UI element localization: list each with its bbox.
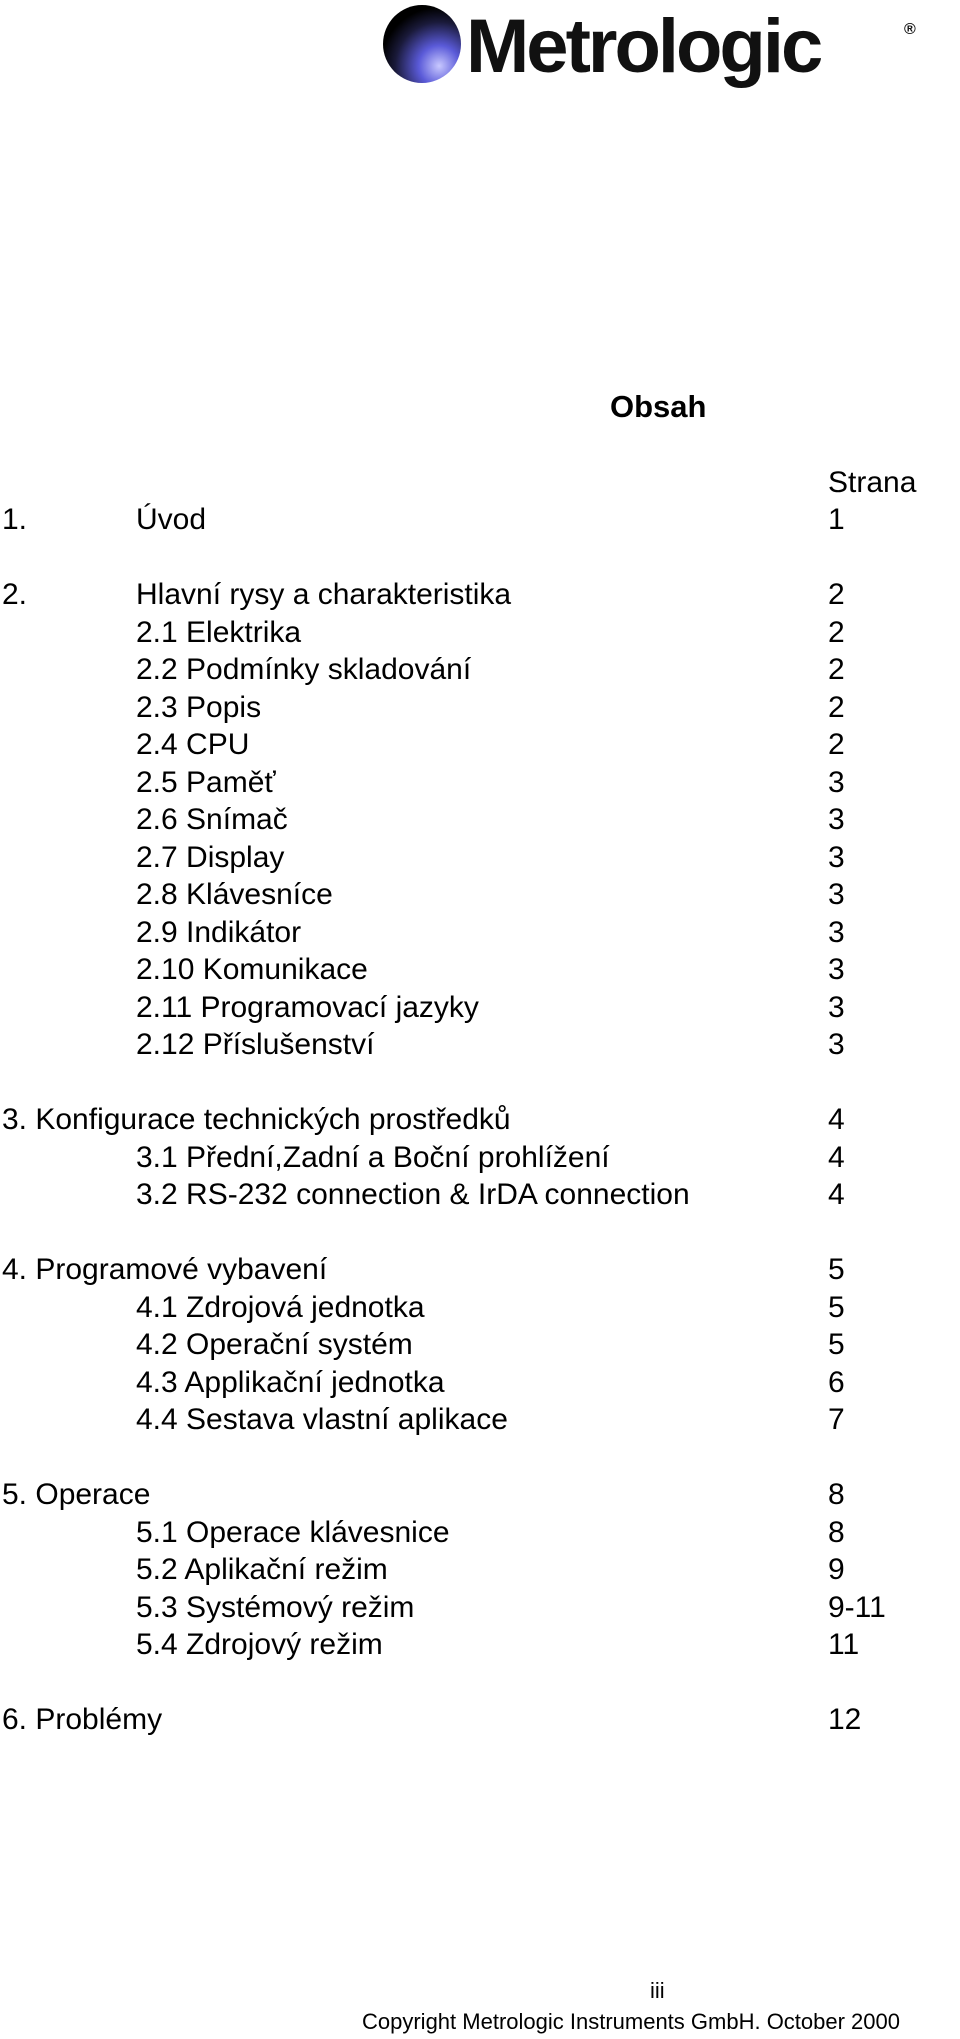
toc-entry-page: 3 [828,840,845,874]
toc-entry-label: 2.12 Příslušenství [136,1028,375,1061]
logo-wordmark: Metrologic [466,4,821,89]
toc-entry-page: 2 [828,653,845,686]
logo-registered-mark: ® [904,21,916,38]
toc-row [0,1589,960,1627]
toc-entry-page: 9 [828,1553,845,1586]
toc-entry-page: 7 [828,1403,845,1436]
toc-entry-label: 5.3 Systémový režim [136,1590,415,1624]
page-column-label: Strana [828,466,917,499]
toc-row [0,951,960,989]
toc-entry-page: 2 [828,578,845,611]
toc-row [0,989,960,1027]
table-of-contents [0,501,960,1739]
toc-entry-label: 3.1 Přední,Zadní a Boční prohlížení [136,1140,610,1174]
toc-entry-label: 5. Operace [2,1478,151,1511]
toc-entry-page: 2 [828,728,845,761]
toc-entry-page: 11 [828,1628,860,1661]
toc-entry-label: 2.7 Display [136,840,285,874]
toc-entry-page: 3 [828,803,845,836]
metrologic-logo [378,0,918,96]
toc-entry-page: 3 [828,953,845,986]
toc-entry-label: 2.1 Elektrika [136,615,302,649]
toc-row [0,1101,960,1139]
toc-row [0,501,960,539]
toc-row [0,914,960,952]
toc-row [0,651,960,689]
toc-entry-label: 2.4 CPU [136,728,250,761]
toc-entry-page: 12 [828,1703,862,1736]
toc-entry-page: 3 [828,1028,845,1061]
toc-entry-label: Hlavní rysy a charakteristika [136,578,512,611]
toc-entry-label: 2.3 Popis [136,690,262,724]
toc-entry-page: 2 [828,690,845,724]
toc-entry-number: 2. [2,578,28,611]
toc-entry-label: 2.10 Komunikace [136,953,368,986]
toc-row [0,876,960,914]
toc-entry-label: 2.6 Snímač [136,803,288,836]
toc-row [0,1701,960,1739]
toc-row [0,801,960,839]
toc-entry-page: 6 [828,1365,845,1399]
footer-page-number: iii [650,1978,665,2003]
toc-row [0,1176,960,1214]
toc-row [0,1326,960,1364]
toc-entry-page: 5 [828,1290,845,1324]
toc-entry-page: 2 [828,615,845,649]
toc-entry-label: 2.11 Programovací jazyky [136,990,479,1024]
page-title: Obsah [610,389,707,424]
toc-entry-label: 2.5 Paměť [136,765,276,799]
toc-entry-label: 2.9 Indikátor [136,915,302,949]
toc-row [0,576,960,614]
toc-entry-label: 5.1 Operace klávesnice [136,1515,450,1549]
toc-row [0,1626,960,1664]
toc-entry-page: 1 [828,503,845,536]
toc-row [0,1401,960,1439]
toc-row [0,1514,960,1552]
toc-row [0,1139,960,1177]
toc-entry-page: 5 [828,1253,845,1286]
toc-row [0,614,960,652]
toc-entry-label: 4.3 Applikační jednotka [136,1365,445,1399]
toc-entry-page: 9-11 [828,1590,886,1624]
toc-entry-page: 4 [828,1140,845,1174]
toc-row [0,764,960,802]
logo-sphere-icon [383,5,461,83]
toc-entry-label: 3. Konfigurace technických prostředků [2,1103,511,1136]
toc-entry-label: 4.2 Operační systém [136,1328,413,1361]
toc-entry-page: 4 [828,1178,845,1211]
toc-entry-page: 8 [828,1478,845,1511]
toc-entry-label: 6. Problémy [2,1703,163,1736]
toc-entry-page: 3 [828,765,845,799]
toc-entry-label: 4.1 Zdrojová jednotka [136,1290,425,1324]
toc-entry-label: 4.4 Sestava vlastní aplikace [136,1403,508,1436]
toc-row [0,689,960,727]
toc-entry-label: 2.8 Klávesníce [136,878,333,911]
toc-row [0,1026,960,1064]
toc-entry-page: 3 [828,990,845,1024]
toc-entry-label: 4. Programové vybavení [2,1253,328,1286]
toc-row [0,1476,960,1514]
toc-row [0,1289,960,1327]
toc-row [0,1551,960,1589]
footer-copyright: Copyright Metrologic Instruments GmbH. October 2000 [362,2009,901,2034]
toc-entry-label: 5.4 Zdrojový režim [136,1628,383,1661]
toc-entry-page: 3 [828,878,845,911]
toc-row [0,1364,960,1402]
toc-row [0,726,960,764]
toc-entry-label: 3.2 RS-232 connection & IrDA connection [136,1178,690,1211]
toc-entry-page: 3 [828,915,845,949]
toc-entry-page: 8 [828,1515,845,1549]
toc-entry-label: 2.2 Podmínky skladování [136,653,472,686]
toc-entry-label: 5.2 Aplikační režim [136,1553,388,1586]
toc-row [0,839,960,877]
toc-entry-number: 1. [2,503,28,536]
toc-entry-page: 5 [828,1328,845,1361]
toc-row [0,1251,960,1289]
toc-entry-label: Úvod [136,503,207,536]
toc-entry-page: 4 [828,1103,845,1136]
